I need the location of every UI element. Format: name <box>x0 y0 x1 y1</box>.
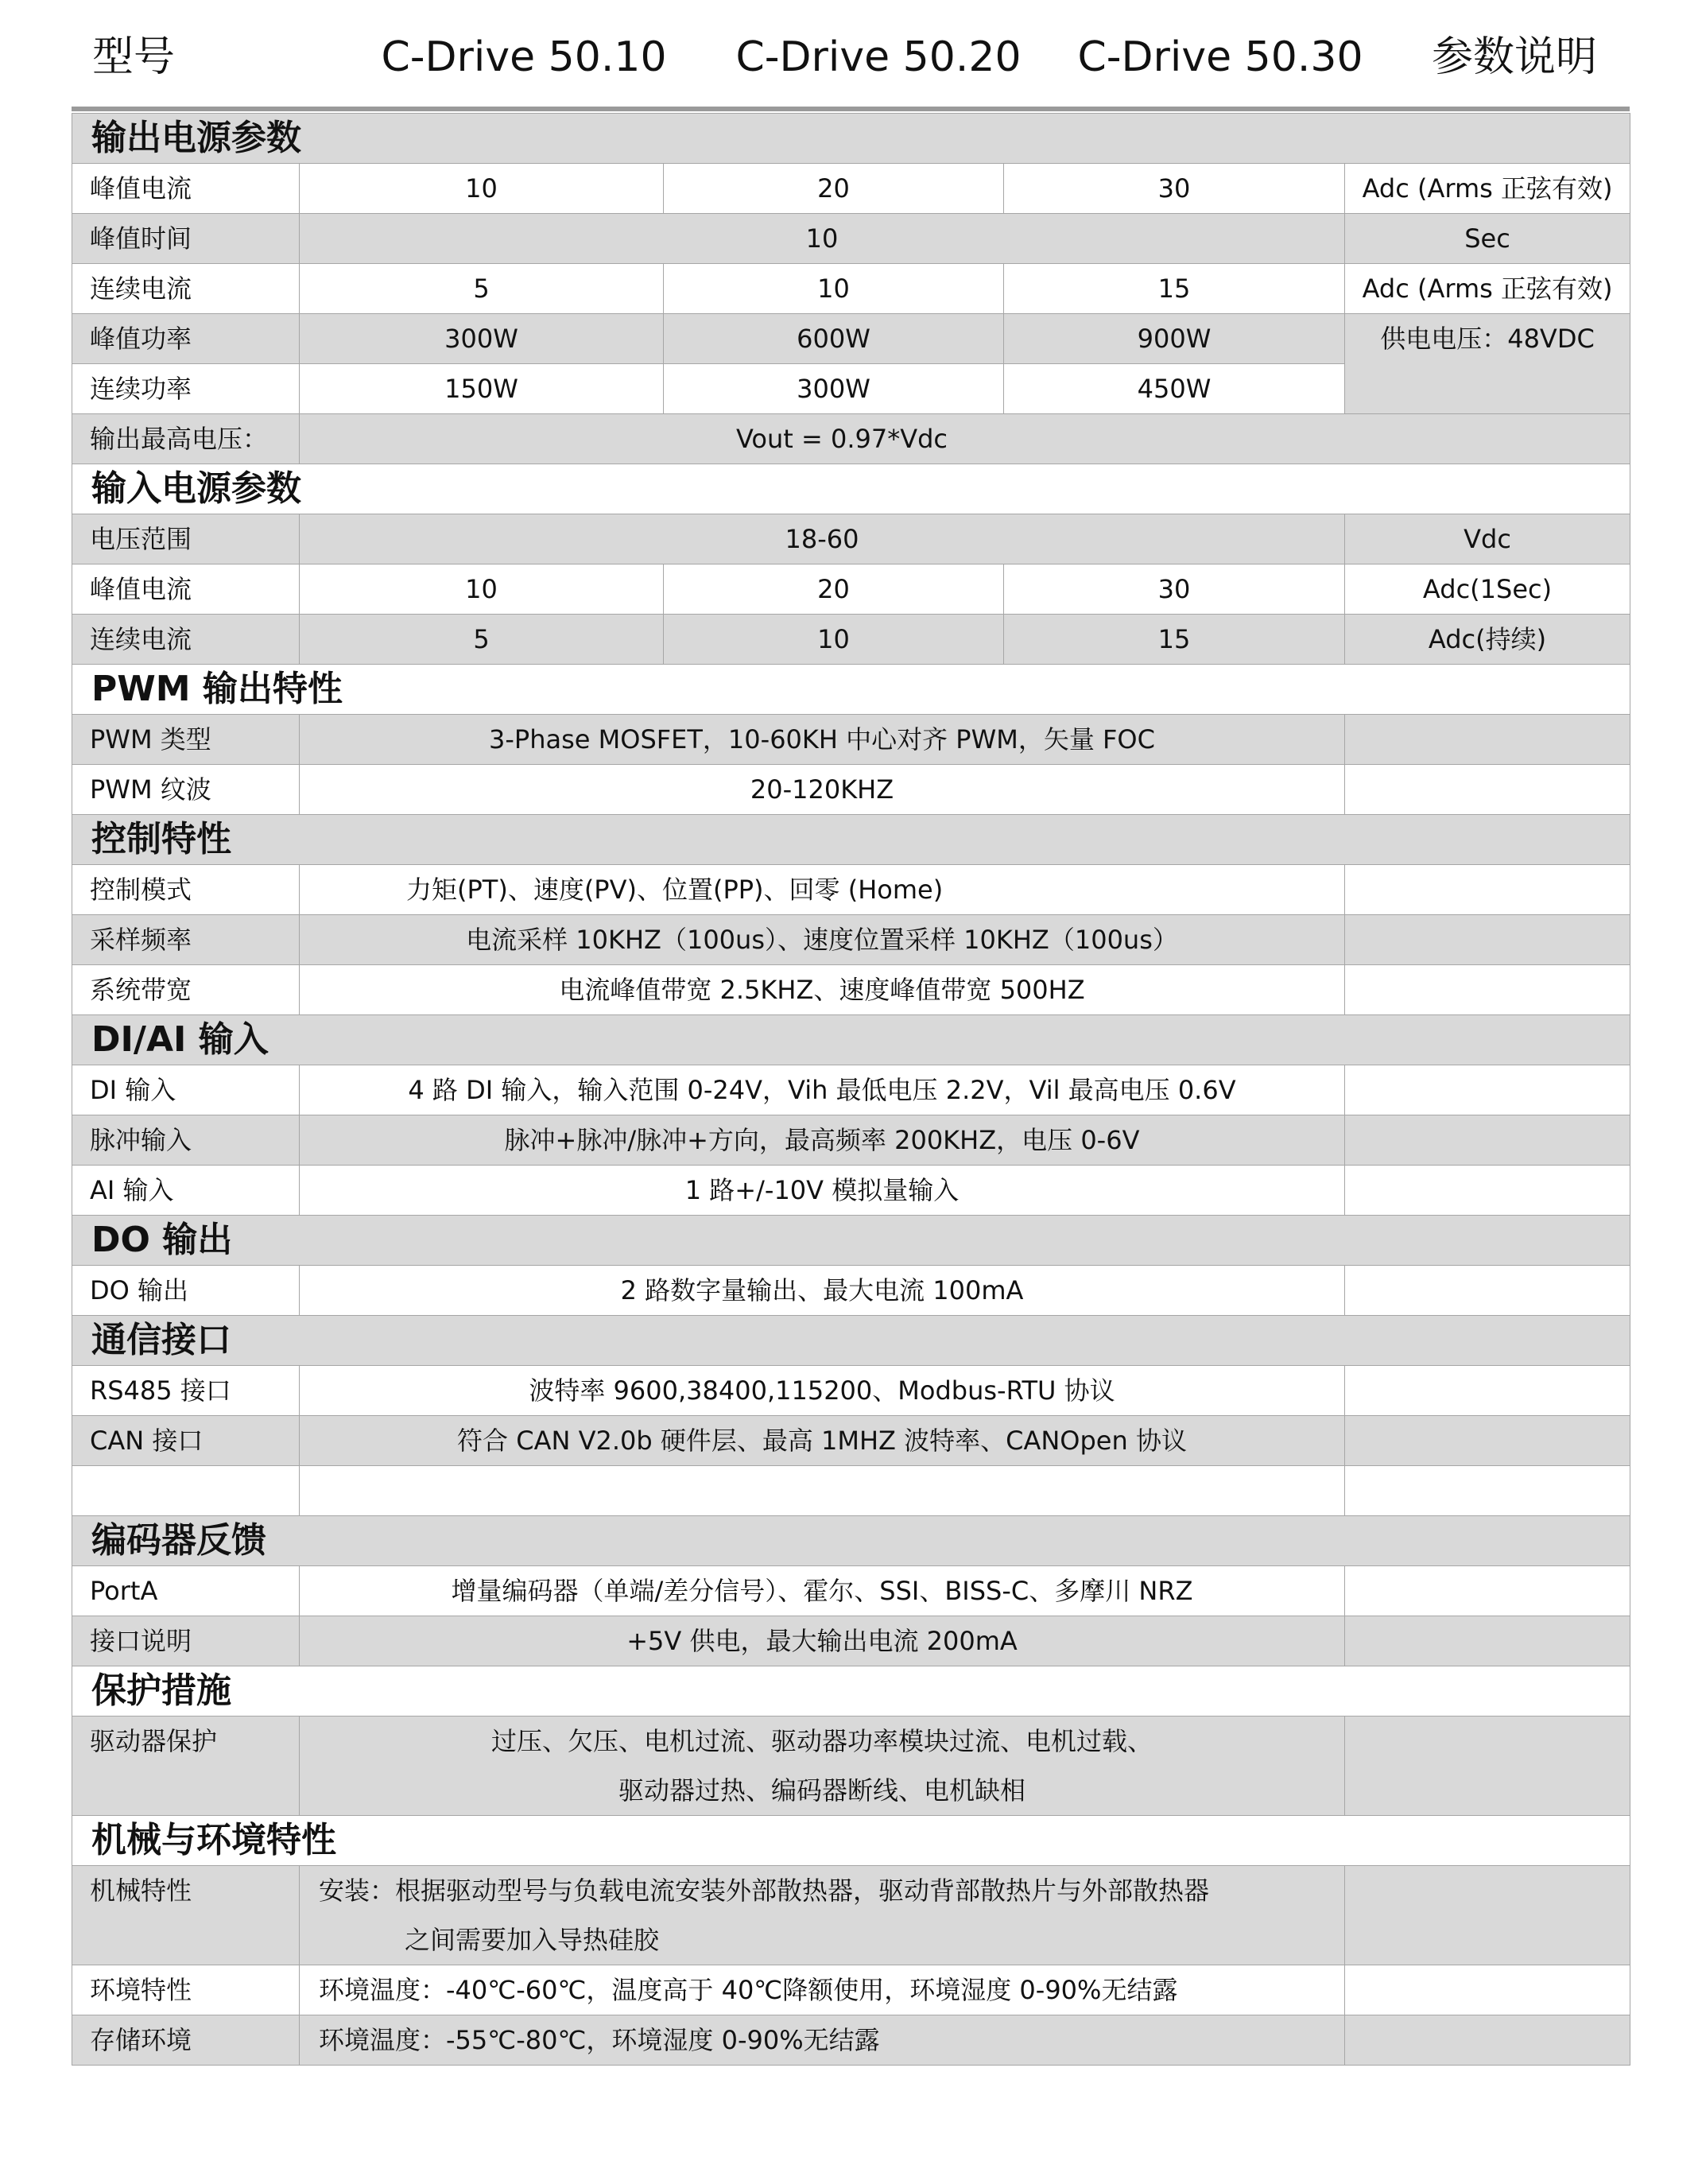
row-label: 峰值电流 <box>72 564 300 615</box>
cell-value: 符合 CAN V2.0b 硬件层、最高 1MHZ 波特率、CANOpen 协议 <box>300 1416 1345 1466</box>
cell-value: 30 <box>1004 164 1345 214</box>
section-mech-env: 机械与环境特性 <box>72 1816 1630 1866</box>
cell-value: 10 <box>300 214 1345 264</box>
cell-value: 环境温度：-40℃-60℃，温度高于 40℃降额使用，环境湿度 0-90%无结露 <box>300 1965 1345 2015</box>
cell-note: Adc(持续) <box>1345 615 1630 665</box>
table-row <box>72 1866 1630 1965</box>
row-label: 连续电流 <box>72 264 300 314</box>
cell-value: 脉冲+脉冲/脉冲+方向，最高频率 200KHZ，电压 0-6V <box>300 1115 1345 1166</box>
row-label: 脉冲输入 <box>72 1115 300 1166</box>
table-row <box>72 164 1630 214</box>
cell-note: Sec <box>1345 214 1630 264</box>
cell-value: 2 路数字量输出、最大电流 100mA <box>300 1266 1345 1316</box>
row-label: 峰值电流 <box>72 164 300 214</box>
cell-line: 过压、欠压、电机过流、驱动器功率模块过流、电机过载、 <box>490 1726 1153 1756</box>
cell-value: 波特率 9600,38400,115200、Modbus-RTU 协议 <box>300 1366 1345 1416</box>
cell-value: 18-60 <box>300 514 1345 564</box>
table-row <box>72 1717 1630 1816</box>
cell-value: 4 路 DI 输入，输入范围 0-24V，Vih 最低电压 2.2V，Vil 最高电压 0.6V <box>300 1065 1345 1115</box>
section-di-ai: DI/AI 输入 <box>72 1015 1630 1065</box>
cell-value <box>300 1717 1345 1816</box>
row-label: CAN 接口 <box>72 1416 300 1466</box>
row-label: AI 输入 <box>72 1166 300 1216</box>
cell-value: Vout = 0.97*Vdc <box>300 414 1630 464</box>
header-model-5030: C-Drive 50.30 <box>1077 33 1363 81</box>
table-row <box>72 1416 1630 1466</box>
cell-value: 5 <box>300 264 664 314</box>
cell-note <box>1345 965 1630 1015</box>
cell-value: 900W <box>1004 314 1345 364</box>
cell-note <box>1345 715 1630 765</box>
row-label: 输出最高电压： <box>72 414 300 464</box>
section-input-power: 输入电源参数 <box>72 464 1630 514</box>
table-row <box>72 1115 1630 1166</box>
header-model-5010: C-Drive 50.10 <box>381 33 667 81</box>
section-pwm: PWM 输出特性 <box>72 665 1630 715</box>
cell-value: 10 <box>664 264 1004 314</box>
table-row <box>72 214 1630 264</box>
cell-note <box>1345 1866 1630 1965</box>
row-label: 峰值时间 <box>72 214 300 264</box>
cell-value: 15 <box>1004 264 1345 314</box>
header-param-desc: 参数说明 <box>1431 33 1597 81</box>
row-label: DO 输出 <box>72 1266 300 1316</box>
header-model-label: 型号 <box>92 33 176 81</box>
section-control: 控制特性 <box>72 815 1630 865</box>
cell-value: 20 <box>664 564 1004 615</box>
cell-note <box>1345 1616 1630 1666</box>
cell-note <box>1345 1366 1630 1416</box>
cell-value: +5V 供电，最大输出电流 200mA <box>300 1616 1345 1666</box>
row-label: 接口说明 <box>72 1616 300 1666</box>
cell-line: 安装：根据驱动型号与负载电流安装外部散热器，驱动背部散热片与外部散热器 <box>319 1876 1210 1906</box>
section-do: DO 输出 <box>72 1216 1630 1266</box>
cell-value: 20 <box>664 164 1004 214</box>
cell-value: 10 <box>300 164 664 214</box>
cell-value: 15 <box>1004 615 1345 665</box>
cell-note <box>1345 915 1630 965</box>
empty-cell <box>1345 1466 1630 1516</box>
table-row <box>72 2015 1630 2066</box>
table-row <box>72 765 1630 815</box>
row-label: 电压范围 <box>72 514 300 564</box>
cell-value: 10 <box>300 564 664 615</box>
table-row <box>72 1616 1630 1666</box>
cell-value: 电流采样 10KHZ（100us）、速度位置采样 10KHZ（100us） <box>300 915 1345 965</box>
cell-note <box>1345 1166 1630 1216</box>
cell-value: 600W <box>664 314 1004 364</box>
spec-table <box>72 113 1630 2066</box>
cell-note <box>1345 765 1630 815</box>
table-row <box>72 1366 1630 1416</box>
table-row <box>72 1266 1630 1316</box>
cell-note <box>1345 2015 1630 2066</box>
row-label: 连续功率 <box>72 364 300 414</box>
cell-note: 供电电压：48VDC <box>1345 314 1630 414</box>
cell-value: 环境温度：-55℃-80℃，环境湿度 0-90%无结露 <box>300 2015 1345 2066</box>
row-label: 峰值功率 <box>72 314 300 364</box>
cell-note: Vdc <box>1345 514 1630 564</box>
spec-header <box>72 0 1630 111</box>
table-row <box>72 514 1630 564</box>
cell-value: 30 <box>1004 564 1345 615</box>
cell-note: Adc(1Sec) <box>1345 564 1630 615</box>
section-comm: 通信接口 <box>72 1316 1630 1366</box>
cell-line: 驱动器过热、编码器断线、电机缺相 <box>618 1775 1025 1806</box>
row-label: 机械特性 <box>72 1866 300 1965</box>
table-row <box>72 1965 1630 2015</box>
section-protection: 保护措施 <box>72 1666 1630 1717</box>
cell-value: 3-Phase MOSFET，10-60KH 中心对齐 PWM，矢量 FOC <box>300 715 1345 765</box>
cell-note <box>1345 1717 1630 1816</box>
section-output-power: 输出电源参数 <box>72 114 1630 164</box>
table-row <box>72 965 1630 1015</box>
table-row <box>72 865 1630 915</box>
cell-note <box>1345 1965 1630 2015</box>
row-label: PortA <box>72 1566 300 1616</box>
table-row <box>72 264 1630 314</box>
section-encoder: 编码器反馈 <box>72 1516 1630 1566</box>
spec-table-container <box>72 113 1630 2066</box>
table-row <box>72 414 1630 464</box>
cell-value: 300W <box>664 364 1004 414</box>
table-row <box>72 314 1630 364</box>
table-row <box>72 915 1630 965</box>
cell-note: Adc (Arms 正弦有效) <box>1345 164 1630 214</box>
table-row <box>72 615 1630 665</box>
table-row <box>72 715 1630 765</box>
cell-value: 10 <box>664 615 1004 665</box>
row-label: DI 输入 <box>72 1065 300 1115</box>
row-label: 系统带宽 <box>72 965 300 1015</box>
empty-cell <box>72 1466 300 1516</box>
cell-value: 300W <box>300 314 664 364</box>
empty-cell <box>300 1466 1345 1516</box>
cell-note <box>1345 1115 1630 1166</box>
row-label: 连续电流 <box>72 615 300 665</box>
row-label: 环境特性 <box>72 1965 300 2015</box>
cell-note <box>1345 865 1630 915</box>
row-label: PWM 类型 <box>72 715 300 765</box>
row-label: 存储环境 <box>72 2015 300 2066</box>
cell-note <box>1345 1065 1630 1115</box>
table-row <box>72 1466 1630 1516</box>
cell-note <box>1345 1266 1630 1316</box>
row-label: RS485 接口 <box>72 1366 300 1416</box>
row-label: 驱动器保护 <box>72 1717 300 1816</box>
cell-note: Adc (Arms 正弦有效) <box>1345 264 1630 314</box>
table-row <box>72 1166 1630 1216</box>
cell-value: 力矩(PT)、速度(PV)、位置(PP)、回零 (Home) <box>300 865 1345 915</box>
row-label: 控制模式 <box>72 865 300 915</box>
cell-value: 5 <box>300 615 664 665</box>
row-label: PWM 纹波 <box>72 765 300 815</box>
table-row <box>72 1065 1630 1115</box>
cell-value: 20-120KHZ <box>300 765 1345 815</box>
cell-line: 之间需要加入导热硅胶 <box>405 1925 660 1955</box>
cell-value: 电流峰值带宽 2.5KHZ、速度峰值带宽 500HZ <box>300 965 1345 1015</box>
cell-value: 450W <box>1004 364 1345 414</box>
row-label: 采样频率 <box>72 915 300 965</box>
cell-value: 150W <box>300 364 664 414</box>
header-model-5020: C-Drive 50.20 <box>735 33 1022 81</box>
table-row <box>72 564 1630 615</box>
cell-note <box>1345 1416 1630 1466</box>
cell-value: 增量编码器（单端/差分信号）、霍尔、SSI、BISS-C、多摩川 NRZ <box>300 1566 1345 1616</box>
cell-value: 1 路+/-10V 模拟量输入 <box>300 1166 1345 1216</box>
cell-value <box>300 1866 1345 1965</box>
table-row <box>72 1566 1630 1616</box>
cell-note <box>1345 1566 1630 1616</box>
